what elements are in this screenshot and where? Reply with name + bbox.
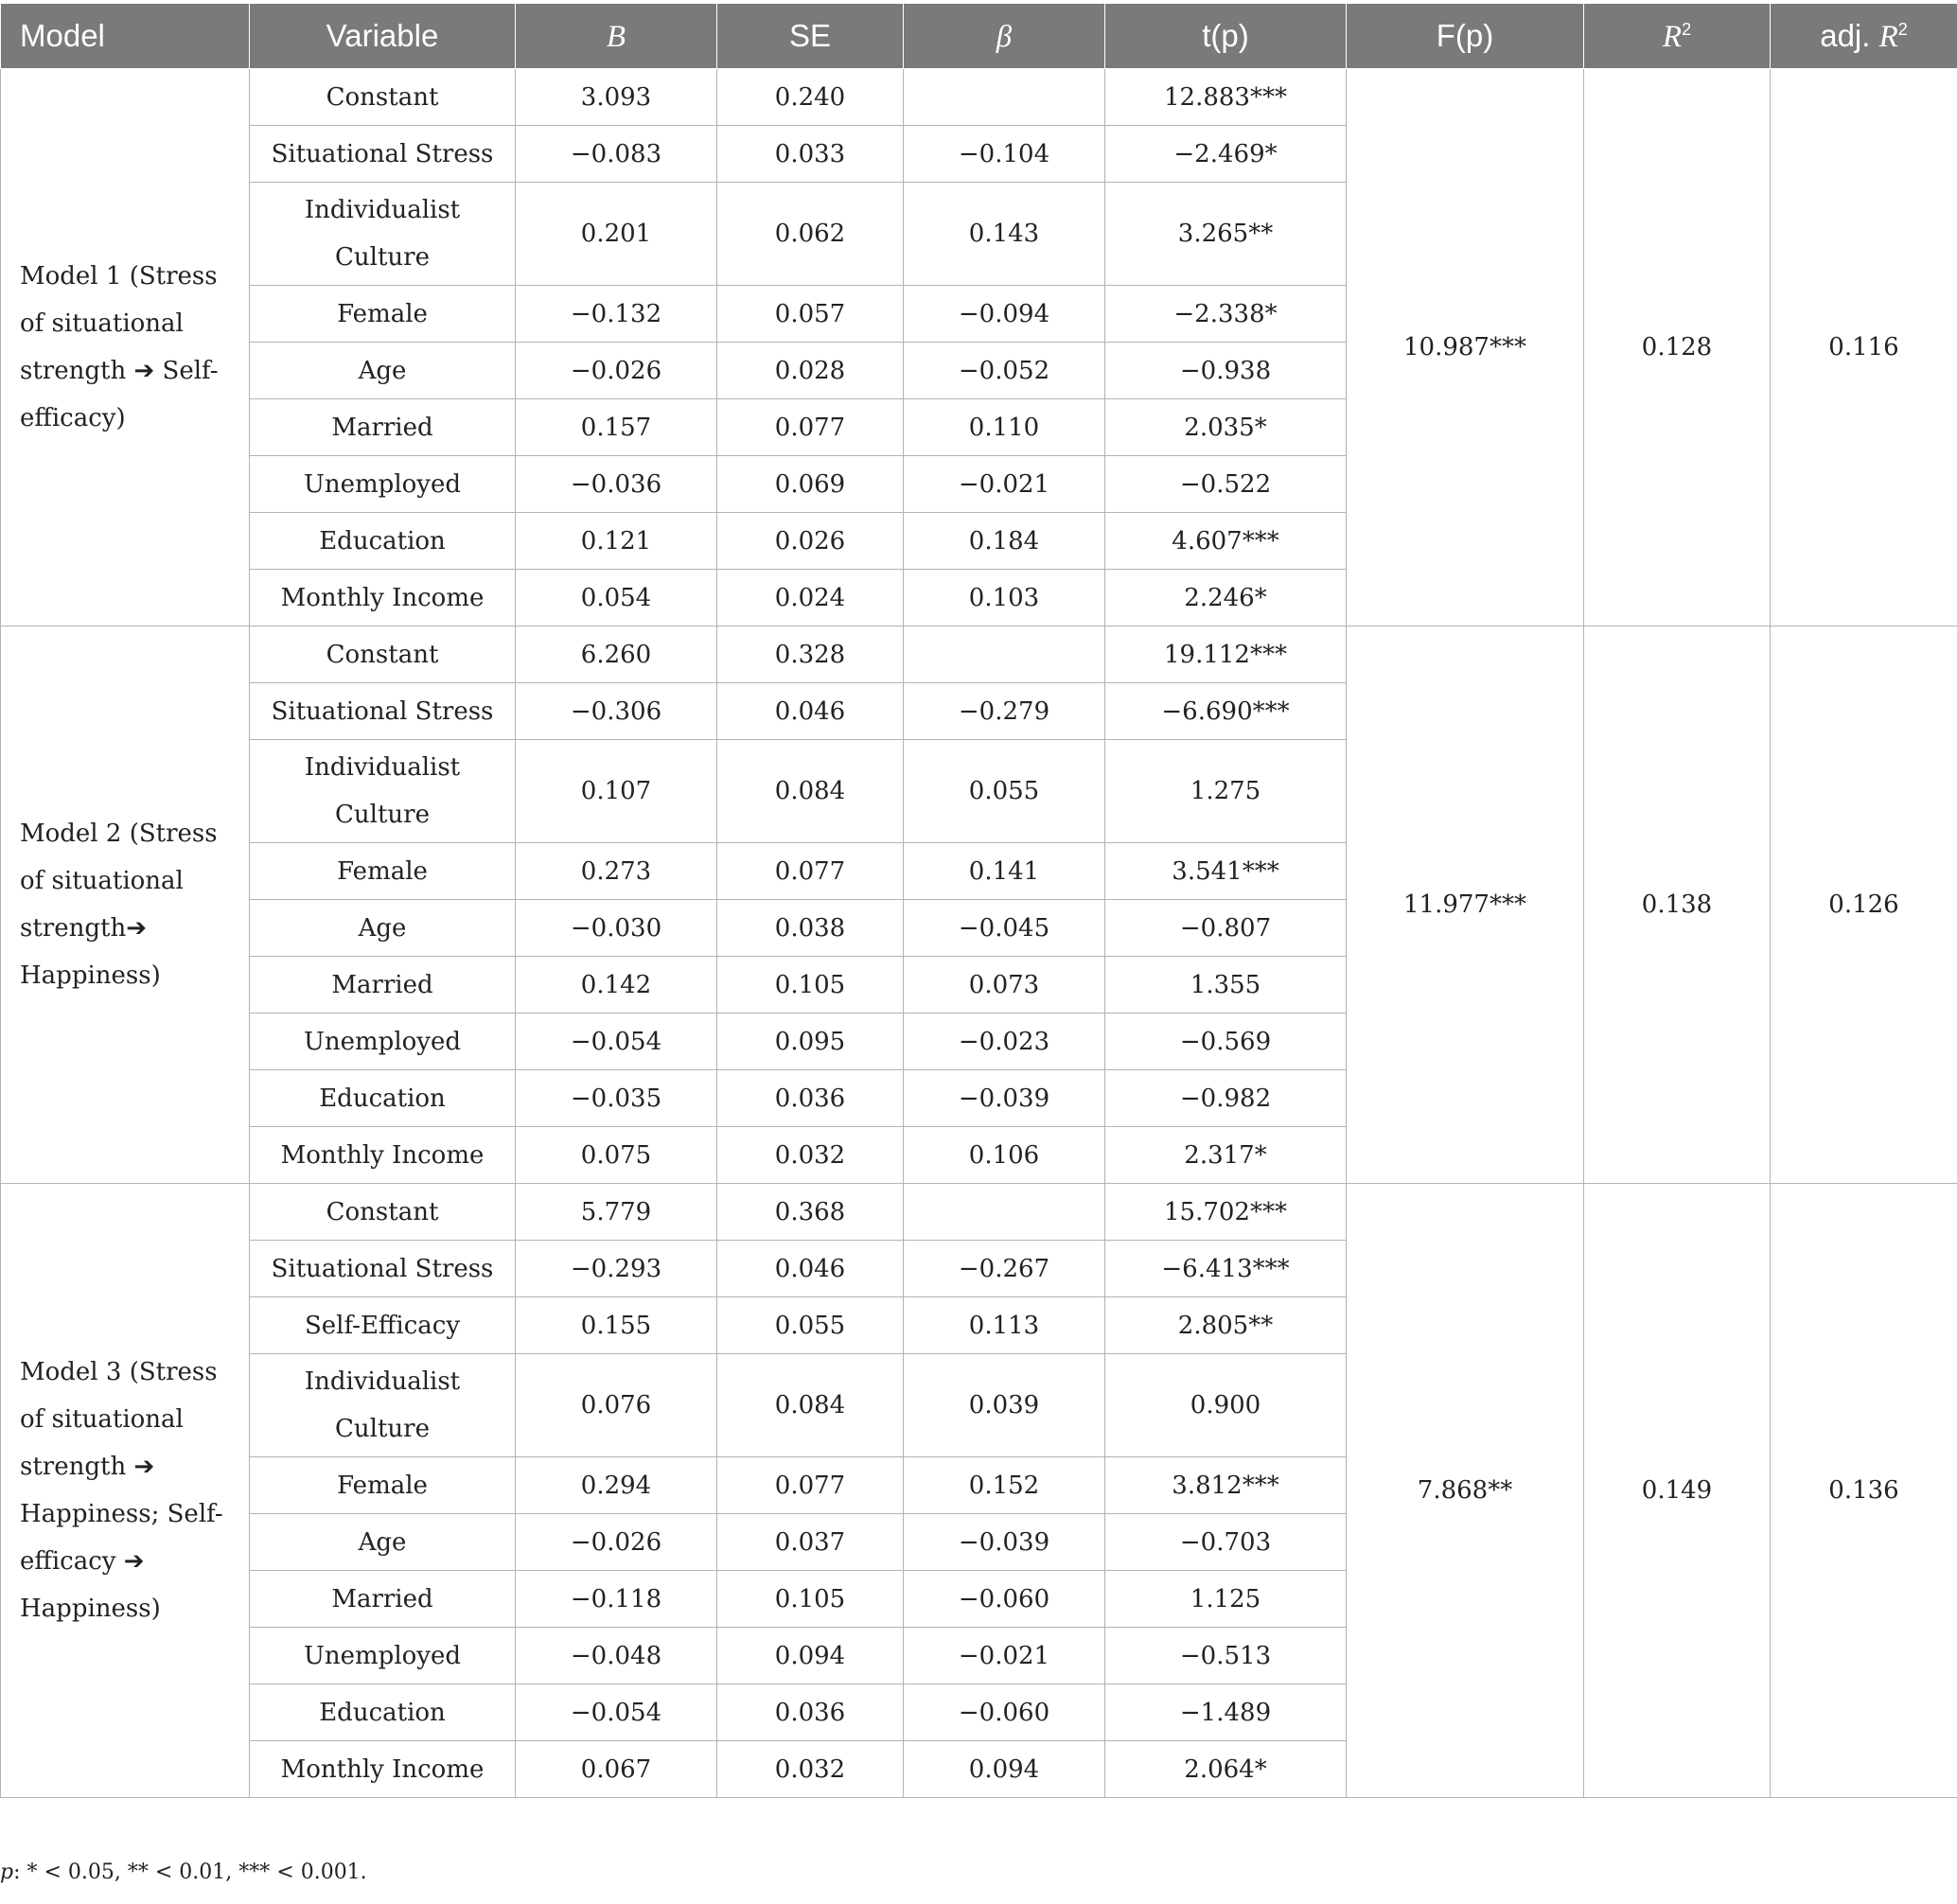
model-name-cell: Model 1 (Stress of situational strength ➔ Self-efficacy)	[1, 69, 250, 626]
t-cell: 1.355	[1105, 957, 1347, 1014]
se-cell: 0.062	[717, 183, 904, 286]
variable-cell: Unemployed	[250, 456, 516, 513]
beta-cell: −0.104	[904, 126, 1105, 183]
t-cell: −2.338*	[1105, 286, 1347, 343]
beta-cell: 0.152	[904, 1457, 1105, 1514]
model-name-cell: Model 3 (Stress of situational strength ➔ Happiness; Self-efficacy ➔ Happiness)	[1, 1184, 250, 1798]
se-cell: 0.095	[717, 1014, 904, 1070]
beta-cell	[904, 626, 1105, 683]
beta-cell: −0.060	[904, 1571, 1105, 1628]
t-cell: 15.702***	[1105, 1184, 1347, 1241]
t-cell: 19.112***	[1105, 626, 1347, 683]
header-beta-label: β	[996, 19, 1013, 54]
beta-cell: 0.110	[904, 399, 1105, 456]
se-cell: 0.084	[717, 1354, 904, 1457]
t-cell: 2.035*	[1105, 399, 1347, 456]
table-footnote	[0, 1860, 367, 1884]
b-cell: −0.026	[516, 1514, 717, 1571]
header-adj-sup: 2	[1897, 19, 1908, 39]
b-cell: −0.293	[516, 1241, 717, 1297]
variable-cell: Married	[250, 1571, 516, 1628]
f-cell: 11.977***	[1347, 626, 1584, 1184]
se-cell: 0.077	[717, 399, 904, 456]
adj-r2-cell: 0.126	[1771, 626, 1957, 1184]
b-cell: −0.054	[516, 1014, 717, 1070]
se-cell: 0.032	[717, 1741, 904, 1798]
variable-cell: Unemployed	[250, 1014, 516, 1070]
model-name-cell: Model 2 (Stress of situational strength➔ Happiness)	[1, 626, 250, 1184]
beta-cell: −0.279	[904, 683, 1105, 740]
header-variable: Variable	[250, 4, 516, 69]
b-cell: 0.054	[516, 570, 717, 626]
b-cell: −0.083	[516, 126, 717, 183]
variable-cell: Married	[250, 399, 516, 456]
header-adj-prefix: adj.	[1820, 17, 1879, 53]
variable-cell: Individualist Culture	[250, 1354, 516, 1457]
se-cell: 0.069	[717, 456, 904, 513]
variable-cell: Self-Efficacy	[250, 1297, 516, 1354]
t-cell: 2.805**	[1105, 1297, 1347, 1354]
variable-cell: Constant	[250, 69, 516, 126]
beta-cell: 0.143	[904, 183, 1105, 286]
variable-cell: Female	[250, 286, 516, 343]
beta-cell: −0.023	[904, 1014, 1105, 1070]
header-r2-sup: 2	[1682, 19, 1692, 39]
b-cell: −0.306	[516, 683, 717, 740]
variable-cell: Married	[250, 957, 516, 1014]
beta-cell: −0.052	[904, 343, 1105, 399]
t-cell: 1.275	[1105, 740, 1347, 843]
se-cell: 0.024	[717, 570, 904, 626]
t-cell: −0.522	[1105, 456, 1347, 513]
t-cell: 3.812***	[1105, 1457, 1347, 1514]
f-cell: 10.987***	[1347, 69, 1584, 626]
se-cell: 0.046	[717, 683, 904, 740]
beta-cell: 0.039	[904, 1354, 1105, 1457]
footnote-p-label: p	[0, 1860, 14, 1884]
t-cell: −0.938	[1105, 343, 1347, 399]
beta-cell: 0.055	[904, 740, 1105, 843]
se-cell: 0.368	[717, 1184, 904, 1241]
se-cell: 0.077	[717, 1457, 904, 1514]
b-cell: 0.157	[516, 399, 717, 456]
b-cell: 6.260	[516, 626, 717, 683]
beta-cell	[904, 1184, 1105, 1241]
table-row	[1, 626, 1957, 683]
t-cell: −6.413***	[1105, 1241, 1347, 1297]
se-cell: 0.032	[717, 1127, 904, 1184]
beta-cell: −0.060	[904, 1684, 1105, 1741]
header-model: Model	[1, 4, 250, 69]
variable-cell: Female	[250, 843, 516, 900]
header-adj-r2	[1771, 4, 1957, 69]
t-cell: −1.489	[1105, 1684, 1347, 1741]
b-cell: 0.067	[516, 1741, 717, 1798]
variable-cell: Age	[250, 1514, 516, 1571]
header-beta	[904, 4, 1105, 69]
b-cell: 0.107	[516, 740, 717, 843]
beta-cell: −0.267	[904, 1241, 1105, 1297]
footnote-text: : * < 0.05, ** < 0.01, *** < 0.001.	[13, 1860, 367, 1884]
t-cell: 12.883***	[1105, 69, 1347, 126]
variable-cell: Age	[250, 900, 516, 957]
beta-cell: 0.113	[904, 1297, 1105, 1354]
se-cell: 0.037	[717, 1514, 904, 1571]
variable-cell: Education	[250, 1070, 516, 1127]
beta-cell: −0.021	[904, 456, 1105, 513]
se-cell: 0.033	[717, 126, 904, 183]
beta-cell: −0.039	[904, 1070, 1105, 1127]
beta-cell: 0.106	[904, 1127, 1105, 1184]
beta-cell: −0.021	[904, 1628, 1105, 1684]
t-cell: 2.064*	[1105, 1741, 1347, 1798]
variable-cell: Constant	[250, 1184, 516, 1241]
variable-cell: Situational Stress	[250, 126, 516, 183]
beta-cell: 0.184	[904, 513, 1105, 570]
header-f: F(p)	[1347, 4, 1584, 69]
b-cell: 0.201	[516, 183, 717, 286]
b-cell: −0.036	[516, 456, 717, 513]
b-cell: 0.155	[516, 1297, 717, 1354]
b-cell: −0.035	[516, 1070, 717, 1127]
header-b	[516, 4, 717, 69]
b-cell: −0.118	[516, 1571, 717, 1628]
b-cell: −0.048	[516, 1628, 717, 1684]
se-cell: 0.026	[717, 513, 904, 570]
t-cell: 4.607***	[1105, 513, 1347, 570]
table-row	[1, 69, 1957, 126]
t-cell: 0.900	[1105, 1354, 1347, 1457]
r2-cell: 0.149	[1584, 1184, 1771, 1798]
t-cell: −0.569	[1105, 1014, 1347, 1070]
beta-cell: −0.045	[904, 900, 1105, 957]
header-adj-r-label: R	[1878, 19, 1898, 54]
variable-cell: Education	[250, 513, 516, 570]
variable-cell: Age	[250, 343, 516, 399]
beta-cell: −0.094	[904, 286, 1105, 343]
variable-cell: Female	[250, 1457, 516, 1514]
b-cell: 5.779	[516, 1184, 717, 1241]
b-cell: 0.142	[516, 957, 717, 1014]
t-cell: 3.265**	[1105, 183, 1347, 286]
b-cell: 0.273	[516, 843, 717, 900]
r2-cell: 0.138	[1584, 626, 1771, 1184]
b-cell: −0.026	[516, 343, 717, 399]
se-cell: 0.240	[717, 69, 904, 126]
adj-r2-cell: 0.136	[1771, 1184, 1957, 1798]
header-r2-label: R	[1662, 19, 1683, 54]
beta-cell: 0.073	[904, 957, 1105, 1014]
r2-cell: 0.128	[1584, 69, 1771, 626]
variable-cell: Education	[250, 1684, 516, 1741]
b-cell: 0.076	[516, 1354, 717, 1457]
se-cell: 0.038	[717, 900, 904, 957]
t-cell: −0.982	[1105, 1070, 1347, 1127]
beta-cell: −0.039	[904, 1514, 1105, 1571]
se-cell: 0.084	[717, 740, 904, 843]
header-r2	[1584, 4, 1771, 69]
t-cell: −2.469*	[1105, 126, 1347, 183]
variable-cell: Individualist Culture	[250, 740, 516, 843]
b-cell: −0.132	[516, 286, 717, 343]
beta-cell	[904, 69, 1105, 126]
se-cell: 0.077	[717, 843, 904, 900]
adj-r2-cell: 0.116	[1771, 69, 1957, 626]
t-cell: −6.690***	[1105, 683, 1347, 740]
b-cell: 0.075	[516, 1127, 717, 1184]
t-cell: −0.703	[1105, 1514, 1347, 1571]
beta-cell: 0.141	[904, 843, 1105, 900]
variable-cell: Monthly Income	[250, 570, 516, 626]
se-cell: 0.028	[717, 343, 904, 399]
b-cell: −0.030	[516, 900, 717, 957]
b-cell: −0.054	[516, 1684, 717, 1741]
variable-cell: Unemployed	[250, 1628, 516, 1684]
header-t: t(p)	[1105, 4, 1347, 69]
t-cell: 1.125	[1105, 1571, 1347, 1628]
se-cell: 0.046	[717, 1241, 904, 1297]
se-cell: 0.036	[717, 1070, 904, 1127]
b-cell: 3.093	[516, 69, 717, 126]
t-cell: 2.246*	[1105, 570, 1347, 626]
se-cell: 0.328	[717, 626, 904, 683]
regression-table	[0, 4, 1957, 1798]
beta-cell: 0.103	[904, 570, 1105, 626]
se-cell: 0.036	[717, 1684, 904, 1741]
table-row	[1, 1184, 1957, 1241]
se-cell: 0.055	[717, 1297, 904, 1354]
beta-cell: 0.094	[904, 1741, 1105, 1798]
variable-cell: Individualist Culture	[250, 183, 516, 286]
variable-cell: Monthly Income	[250, 1127, 516, 1184]
t-cell: −0.807	[1105, 900, 1347, 957]
se-cell: 0.105	[717, 957, 904, 1014]
table-body	[1, 69, 1957, 1798]
header-se: SE	[717, 4, 904, 69]
variable-cell: Monthly Income	[250, 1741, 516, 1798]
f-cell: 7.868**	[1347, 1184, 1584, 1798]
variable-cell: Constant	[250, 626, 516, 683]
t-cell: −0.513	[1105, 1628, 1347, 1684]
variable-cell: Situational Stress	[250, 683, 516, 740]
variable-cell: Situational Stress	[250, 1241, 516, 1297]
t-cell: 2.317*	[1105, 1127, 1347, 1184]
se-cell: 0.105	[717, 1571, 904, 1628]
b-cell: 0.294	[516, 1457, 717, 1514]
header-row	[1, 4, 1957, 69]
b-cell: 0.121	[516, 513, 717, 570]
se-cell: 0.057	[717, 286, 904, 343]
se-cell: 0.094	[717, 1628, 904, 1684]
header-b-label: B	[606, 19, 626, 54]
t-cell: 3.541***	[1105, 843, 1347, 900]
